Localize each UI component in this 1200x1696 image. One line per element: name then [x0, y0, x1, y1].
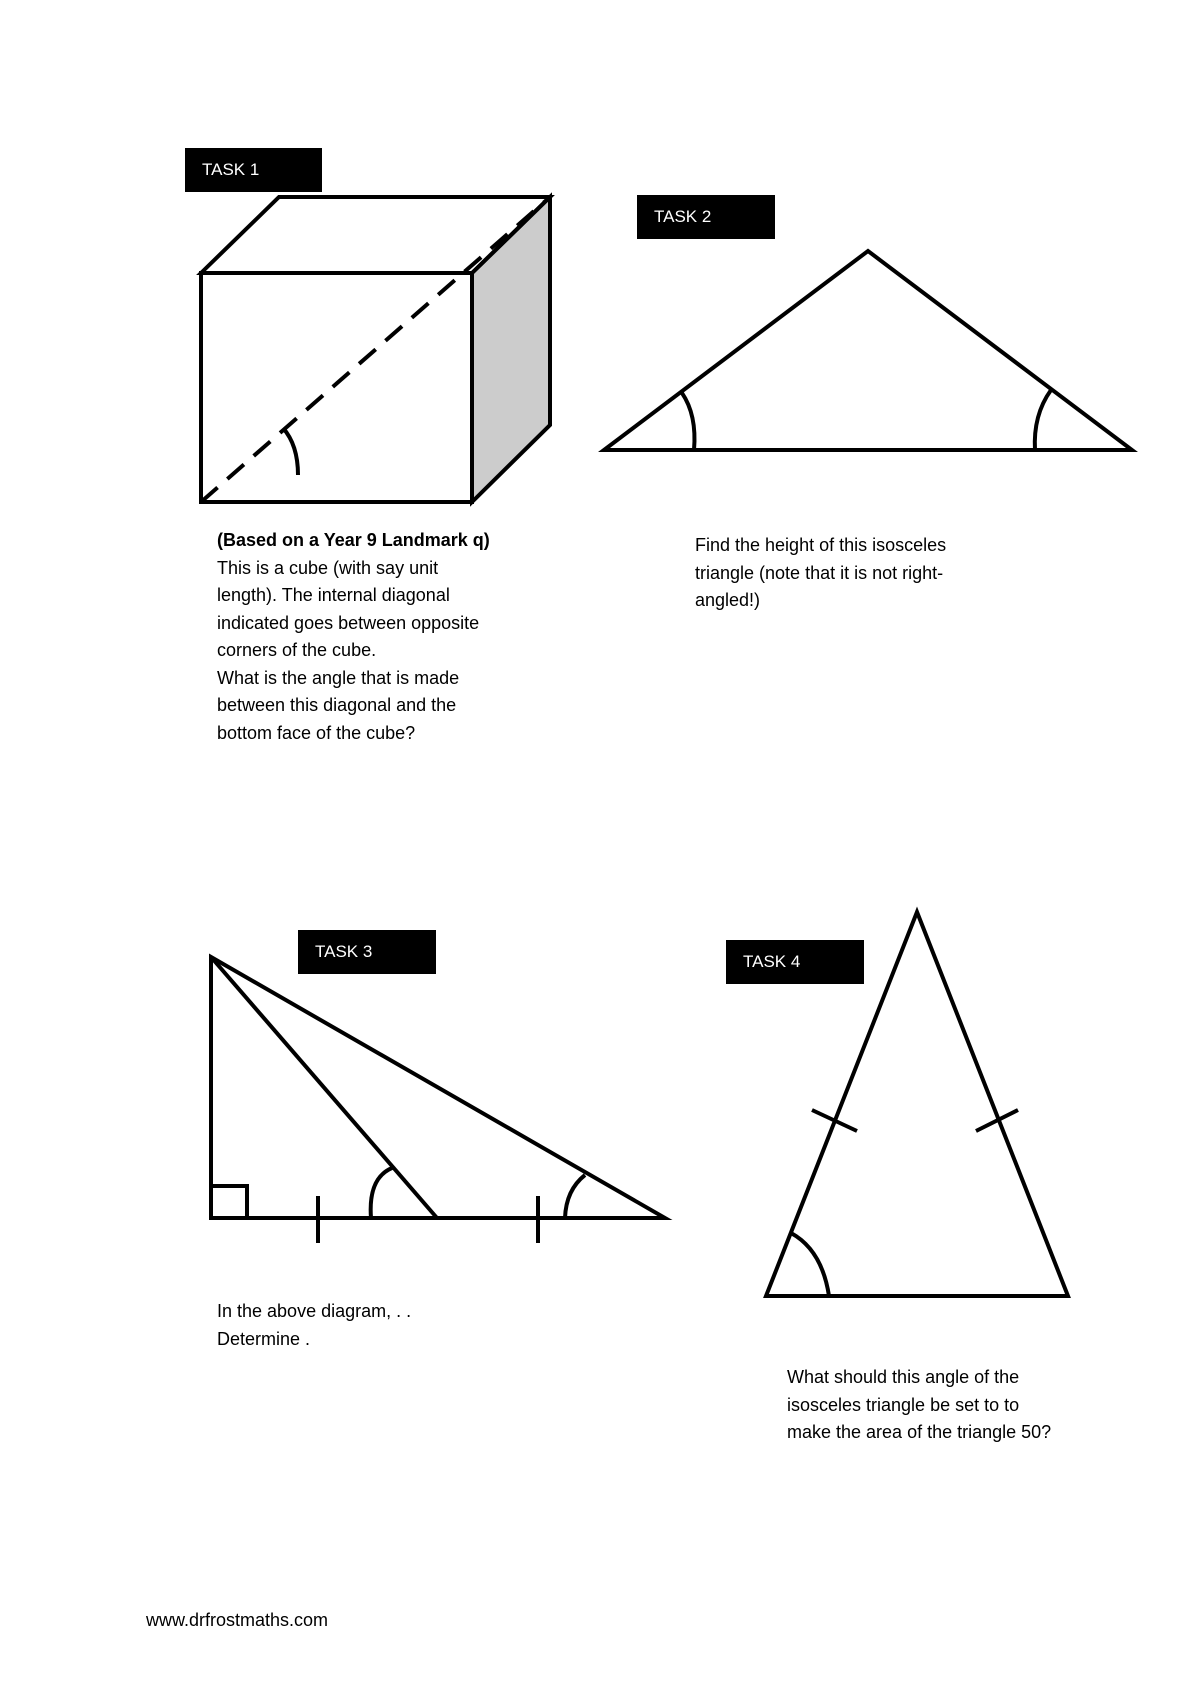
task1-line: This is a cube (with say unit [217, 557, 439, 578]
task2-text [695, 532, 1075, 615]
cube-diagram [201, 197, 550, 502]
task1-line: corners of the cube. [217, 640, 377, 660]
task1-line: between this diagonal and the [217, 695, 457, 715]
footer-url: www.drfrostmaths.com [146, 1610, 329, 1630]
task1-text [217, 527, 597, 747]
task3-text [217, 1298, 597, 1353]
task2-line: Find the height of this isosceles [695, 535, 947, 555]
cevian-angle-arc [371, 1168, 392, 1218]
task1-line: indicated goes between opposite [217, 612, 480, 633]
far-angle-arc [565, 1175, 585, 1218]
left-base-angle-arc [682, 393, 695, 450]
task3-label: TASK 3 [298, 930, 436, 974]
triangle-outline [604, 251, 1132, 450]
isosceles-triangle-diagram [604, 251, 1132, 450]
task2-line: angled!) [695, 590, 761, 610]
task1-label: TASK 1 [185, 148, 322, 192]
task1-heading: (Based on a Year 9 Landmark q) [217, 530, 490, 550]
task2-line: triangle (note that it is not right- [695, 562, 944, 583]
right-angle-marker [211, 1186, 247, 1218]
task3-line: Determine . [217, 1328, 311, 1349]
task4-line: What should this angle of the [787, 1367, 1020, 1387]
task2-label: TASK 2 [637, 195, 775, 239]
right-triangle-outline [211, 957, 665, 1218]
right-base-angle-arc [1035, 390, 1051, 450]
task4-text [787, 1364, 1167, 1447]
task1-line: bottom face of the cube? [217, 722, 416, 743]
right-triangle-diagram [211, 957, 665, 1243]
cube-side-face [472, 197, 550, 502]
task3-line: In the above diagram, . . [217, 1301, 412, 1321]
task4-line: isosceles triangle be set to to [787, 1394, 1020, 1415]
left-side-tick [812, 1110, 857, 1131]
task4-line: make the area of the triangle 50? [787, 1422, 1052, 1442]
cube-angle-arc [283, 428, 298, 475]
task1-line: length). The internal diagonal [217, 585, 450, 605]
task1-line: What is the angle that is made [217, 667, 460, 688]
base-angle-arc [791, 1233, 829, 1296]
task4-label: TASK 4 [726, 940, 864, 984]
cevian-line [211, 957, 437, 1218]
